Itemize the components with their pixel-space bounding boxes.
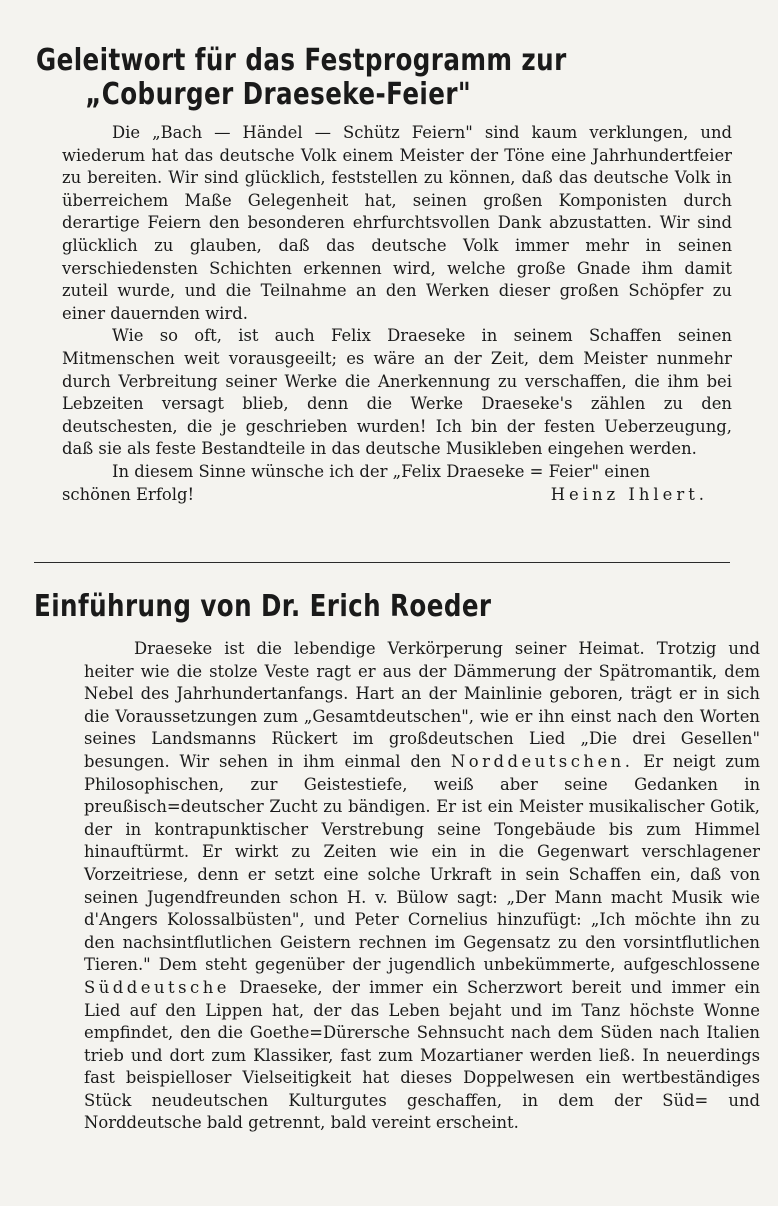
introduction-section	[34, 589, 760, 1135]
intro-text-part-2: Er neigt zum Philosophischen, zur Geistestiefe, weiß aber seine Gedanken in preußisch=deutscher Zucht zu bändigen. Er ist ein Meister musikalischer Gotik, der in kontrapunktischer Verstrebung seine Tongebäude bis zum Himmel hinauftürmt. Er wirkt zu Zeiten wie ein in die Gegenwart verschlagener Vorzeitriese, denn er setzt eine solche Urkraft in sein Schaffen ein, daß von seinen Jugendfreunden schon H. v. Bülow sagt: „Der Mann macht Musik wie d'Angers Kolossalbüsten", und Peter Cornelius hinzufügt: „Ich möchte ihn zu den nachsintflutlichen Geistern rechnen im Gegensatz zu den vorsintflutlichen Tieren." Dem steht gegenüber der jugendlich unbekümmerte, aufgeschlossene	[84, 751, 760, 975]
intro-text-part-1: Draeseke ist die lebendige Verkörperung seiner Heimat. Trotzig und heiter wie die stolze Veste ragt er aus der Dämmerung der Spätromantik, dem Nebel des Jahrhundertanfangs. Hart an der Mainlinie geboren, trägt er in sich die Voraussetzungen zum „Gesamtdeutschen", wie er ihn einst nach den Worten seines Landsmanns Rückert im großdeutschen Lied „Die drei Gesellen" besungen. Wir sehen in ihm einmal den	[84, 639, 760, 771]
introduction-body	[84, 638, 760, 1135]
foreword-paragraph-2: Wie so oft, ist auch Felix Draeseke in seinem Schaffen seinen Mitmenschen weit vorausgeeilt; es wäre an der Zeit, dem Meister nunmehr durch Verbreitung seiner Werke die Anerkennung zu verschaffen, die ihm bei Lebzeiten versagt blieb, denn die Werke Draeseke's zählen zu den deutschesten, die je geschrieben wurden! Ich bin der festen Ueberzeugung, daß sie als feste Bestandteile in das deutsche Musikleben eingehen werden.	[62, 326, 732, 459]
foreword-paragraph-1: Die „Bach — Händel — Schütz Feiern" sind kaum verklungen, und wiederum hat das deutsche Volk einem Meister der Töne eine Jahrhundertfeier zu bereiten. Wir sind glücklich, feststellen zu können, daß das deutsche Volk in überreichem Maße Gelegenheit hat, seinen großen Komponisten durch derartige Feiern den besonderen ehrfurchtsvollen Dank abzustatten. Wir sind glücklich zu glauben, daß das deutsche Volk immer mehr in seinen verschiedensten Schichten erkennen wird, welche große Gnade ihm damit zuteil wurde, und die Teilnahme an den Werken dieser großen Schöpfer zu einer dauernden wird.	[62, 123, 732, 323]
foreword-section	[36, 44, 736, 506]
foreword-title-line1: Geleitwort für das Festprogramm zur	[36, 43, 567, 78]
foreword-title	[36, 44, 610, 78]
introduction-title-text: Einführung von Dr. Erich Roeder	[34, 589, 492, 624]
introduction-title	[34, 590, 616, 624]
foreword-closing-line: In diesem Sinne wünsche ich der „Felix Draeseke = Feier" einen	[112, 461, 651, 481]
intro-text-part-3: Draeseke, der immer ein Scherzwort bereit und immer ein Lied auf den Lippen hat, der das Leben bejaht und im Tanz höchste Wonne empfindet, den die Goethe=Dürersche Sehnsucht nach dem Süden nach Italien trieb und dort zum Klassiker, fast zum Mozartianer werden ließ. In neuerdings fast beispielloser Vielseitigkeit hat dieses Doppelwesen ein wertbeständiges Stück neudeutschen Kulturgutes geschaffen, in dem der Süd= und Norddeutsche bald getrennt, bald vereint erscheint.	[84, 977, 760, 1133]
signature: Heinz Ihlert.	[550, 484, 708, 504]
foreword-title-line2-wrap	[36, 78, 610, 112]
intro-spaced-sueddeutsche: Süddeutsche	[84, 977, 230, 997]
foreword-closing-end: schönen Erfolg!	[62, 484, 195, 504]
section-divider	[34, 562, 730, 563]
foreword-body	[62, 122, 732, 506]
foreword-title-line2: „Coburger Draeseke-Feier"	[85, 77, 472, 112]
signature-row	[62, 484, 732, 507]
introduction-paragraph	[84, 638, 760, 1135]
intro-spaced-norddeutschen: Norddeutschen.	[450, 751, 634, 771]
